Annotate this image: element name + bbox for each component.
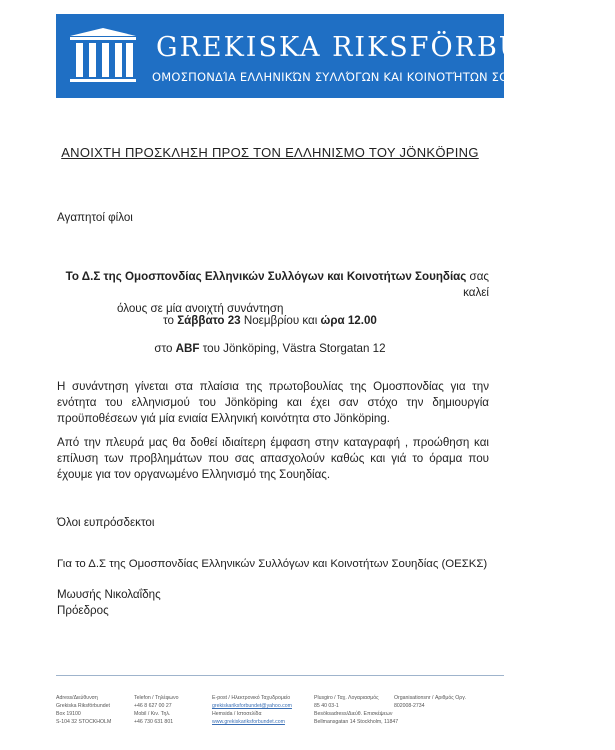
footer-label: Mobil / Κιν. Τηλ. xyxy=(134,711,171,717)
footer-value: Box 19100 xyxy=(56,711,81,717)
meeting-place xyxy=(0,341,540,357)
footer-label: Adress/Διεύθυνση xyxy=(56,695,98,701)
footer-giro xyxy=(314,694,398,726)
signer-role: Πρόεδρος xyxy=(57,604,109,617)
letter-title: ΑΝΟΙΧΤΗ ΠΡΟΣΚΛΗΣΗ ΠΡΟΣ ΤΟΝ ΕΛΛΗΝΙΣΜΟ ΤΟΥ JÖNKÖPING xyxy=(61,145,479,160)
letterhead-banner xyxy=(56,14,615,98)
date-month: Νοεμβρίου και xyxy=(240,314,321,327)
email-link[interactable]: grekiskariksforbundet@yahoo.com xyxy=(212,703,292,709)
place-venue: ABF xyxy=(175,342,200,355)
intro-paragraph xyxy=(57,269,489,317)
footer-value: Bellmansgatan 14 Stockholm, 11847 xyxy=(314,719,399,725)
footer-value: +46 8 627 00 27 xyxy=(134,703,172,709)
footer-value: Grekiska Riksförbundet xyxy=(56,703,110,709)
footer-label: Hemsida / Ιστοσελίδα xyxy=(212,711,262,717)
footer-label: Telefon / Τηλέφωνο xyxy=(134,695,179,701)
footer-value: 802008-2734 xyxy=(394,703,425,709)
footer-divider xyxy=(56,675,504,676)
date-prefix: το xyxy=(163,314,178,327)
place-prefix: στο xyxy=(154,342,176,355)
footer-label: Plusgiro / Ταχ. Λογαριασμός xyxy=(314,695,379,701)
footer-orgnr xyxy=(394,694,466,710)
footer-value: 85 40 03-1 xyxy=(314,703,339,709)
body-paragraph-2: Από την πλευρά μας θα δοθεί ιδιαίτερη έμφαση στην καταγραφή , προώθηση και επίλυση των προβλημάτων που σας απασχολούν καθώς και γιά το όραμα που έχουμε για τον οργανωμένο Ελληνισμό της Σουηδίας. xyxy=(57,436,489,481)
meeting-date xyxy=(0,313,540,329)
signoff: Για το Δ.Σ της Ομοσπονδίας Ελληνικών Συλλόγων και Κοινοτήτων Σουηδίας (ΟΕΣΚΣ) xyxy=(57,558,488,570)
intro-bold-text: Το Δ.Σ της Ομοσπονδίας Ελληνικών Συλλόγων και Κοινοτήτων Σουηδίας xyxy=(65,270,467,283)
greeting: Αγαπητοί φίλοι xyxy=(57,211,133,224)
place-address: του Jönköping, Västra Storgatan 12 xyxy=(199,342,386,355)
footer-label: Organisationsnr / Αριθμός Οργ. xyxy=(394,695,467,701)
footer-label: Besöksadress/Διεύθ. Επισκέψεων xyxy=(314,711,393,717)
body-paragraph-1: Η συνάντηση γίνεται στα πλαίσια της πρωτοβουλίας της Ομοσπονδίας για την ενότητα του ελληνισμού του Jönköping και έχει σαν στόχο την δημιουργία προϋποθέσεων γιά μία ενιαία Ελληνική κοινότητα στο Jönköping. xyxy=(57,380,489,425)
date-day: Σάββατο 23 xyxy=(177,314,241,327)
signer-name: Μωυσής Νικολαΐδης xyxy=(57,588,161,601)
footer-email xyxy=(212,694,292,726)
date-time: ώρα 12.00 xyxy=(320,314,377,327)
footer-value: S-104 32 STOCKHOLM xyxy=(56,719,112,725)
greek-columns-icon xyxy=(68,28,138,86)
website-link[interactable]: www.grekiskariksforbundet.com xyxy=(212,719,285,725)
intro-line-2: όλους σε μία ανοιχτή συνάντηση xyxy=(117,302,284,315)
org-subtitle: ΟΜΟΣΠΟΝΔΊΑ ΕΛΛΗΝΙΚΏΝ ΣΥΛΛΌΓΩΝ ΚΑΙ ΚΟΙΝΟΤΉΤΩΝ ΣΟΥΗΔΊΑΣ xyxy=(152,70,553,84)
intro-text: σας καλεί xyxy=(463,270,489,299)
footer-phone xyxy=(134,694,179,726)
footer-address xyxy=(56,694,111,726)
footer-label: E-post / Ηλεκτρονικό Ταχυδρομείο xyxy=(212,695,291,701)
welcome-line: Όλοι ευπρόσδεκτοι xyxy=(57,516,155,529)
footer-value: +46 730 631 801 xyxy=(134,719,174,725)
org-name: GREKISKA RIKSFÖRBUNDET xyxy=(156,32,615,63)
